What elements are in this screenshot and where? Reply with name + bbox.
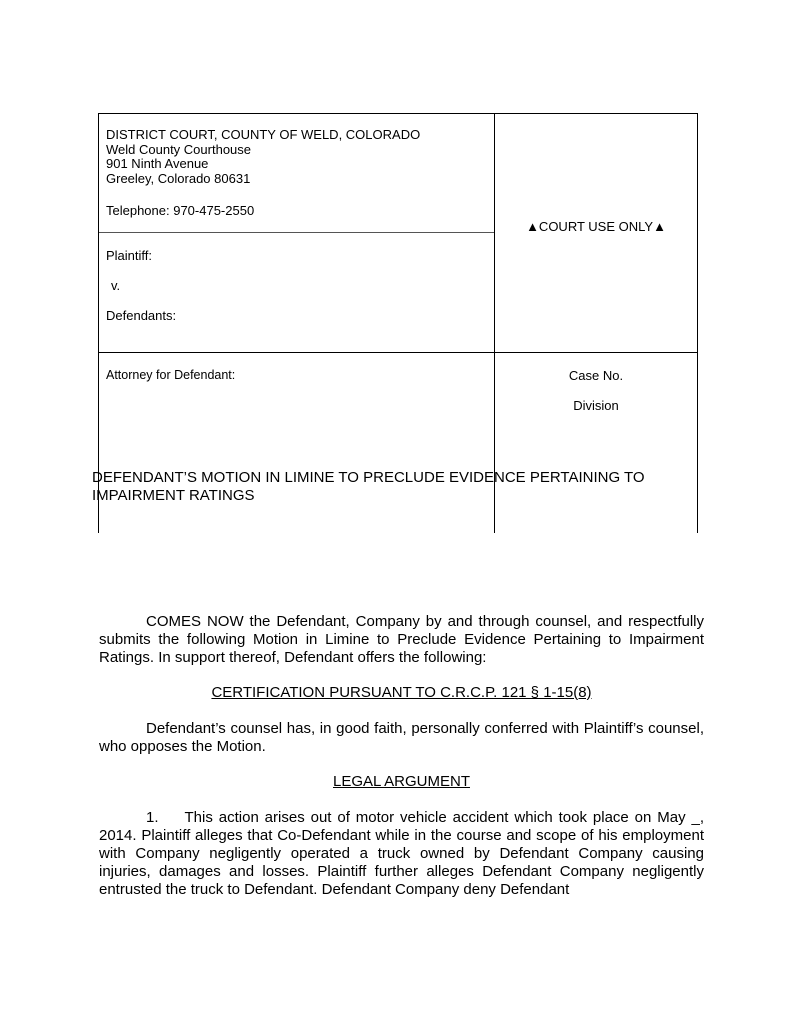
caption-divider-court: [98, 232, 494, 233]
court-use-only-label: ▲COURT USE ONLY▲: [526, 219, 666, 234]
intro-paragraph-text: COMES NOW the Defendant, Company by and through counsel, and respectfully submits the following Motion in Limine to Preclude Evidence Pertaining to Impairment Ratings. In support thereof, Defendant offers the following:: [99, 613, 704, 666]
document-title: [92, 469, 692, 505]
certification-paragraph-text: Defendant’s counsel has, in good faith, personally conferred with Plaintiff’s counsel, who opposes the Motion.: [99, 720, 704, 755]
court-name: DISTRICT COURT, COUNTY OF WELD, COLORADO: [106, 127, 421, 142]
title-line-1: DEFENDANT’S MOTION IN LIMINE TO PRECLUDE EVIDENCE PERTAINING TO: [92, 469, 645, 486]
paragraph-1-number: 1.: [146, 809, 159, 826]
address-line-2: 901 Ninth Avenue: [106, 156, 209, 172]
court-telephone: Telephone: 970-475-2550: [106, 203, 255, 218]
versus-label: v.: [111, 278, 121, 293]
case-number-label: Case No.: [568, 368, 624, 383]
legal-argument-heading: LEGAL ARGUMENT: [333, 773, 470, 790]
caption-border-right: [697, 113, 698, 533]
address-line-1: Weld County Courthouse: [106, 141, 252, 157]
court-address-block: [106, 128, 420, 186]
caption-border-top: [98, 113, 698, 114]
paragraph-1-text: This action arises out of motor vehicle accident which took place on May _, 2014. Plaintiff alleges that Co-Defendant while in the course and scope of his employment with Company negligently operated a truck owned by Defendant Company causing injuries, damages and losses. Plaintiff further alleges Defendant Company negligently entrusted the truck to Defendant. Defendant Company deny Defendant: [99, 809, 704, 898]
division-label: Division: [573, 398, 619, 413]
address-line-3: Greeley, Colorado 80631: [106, 170, 251, 186]
caption-divider-attorney: [98, 352, 698, 353]
title-line-2: IMPAIRMENT RATINGS: [92, 487, 255, 504]
attorney-label: Attorney for Defendant:: [106, 368, 236, 382]
plaintiff-label: Plaintiff:: [106, 248, 153, 263]
certification-heading: CERTIFICATION PURSUANT TO C.R.C.P. 121 § 1-15(8): [211, 684, 592, 701]
numbered-paragraph-1: [99, 809, 704, 899]
intro-paragraph: [99, 613, 704, 667]
certification-paragraph: [99, 720, 704, 756]
defendants-label: Defendants:: [106, 308, 177, 323]
